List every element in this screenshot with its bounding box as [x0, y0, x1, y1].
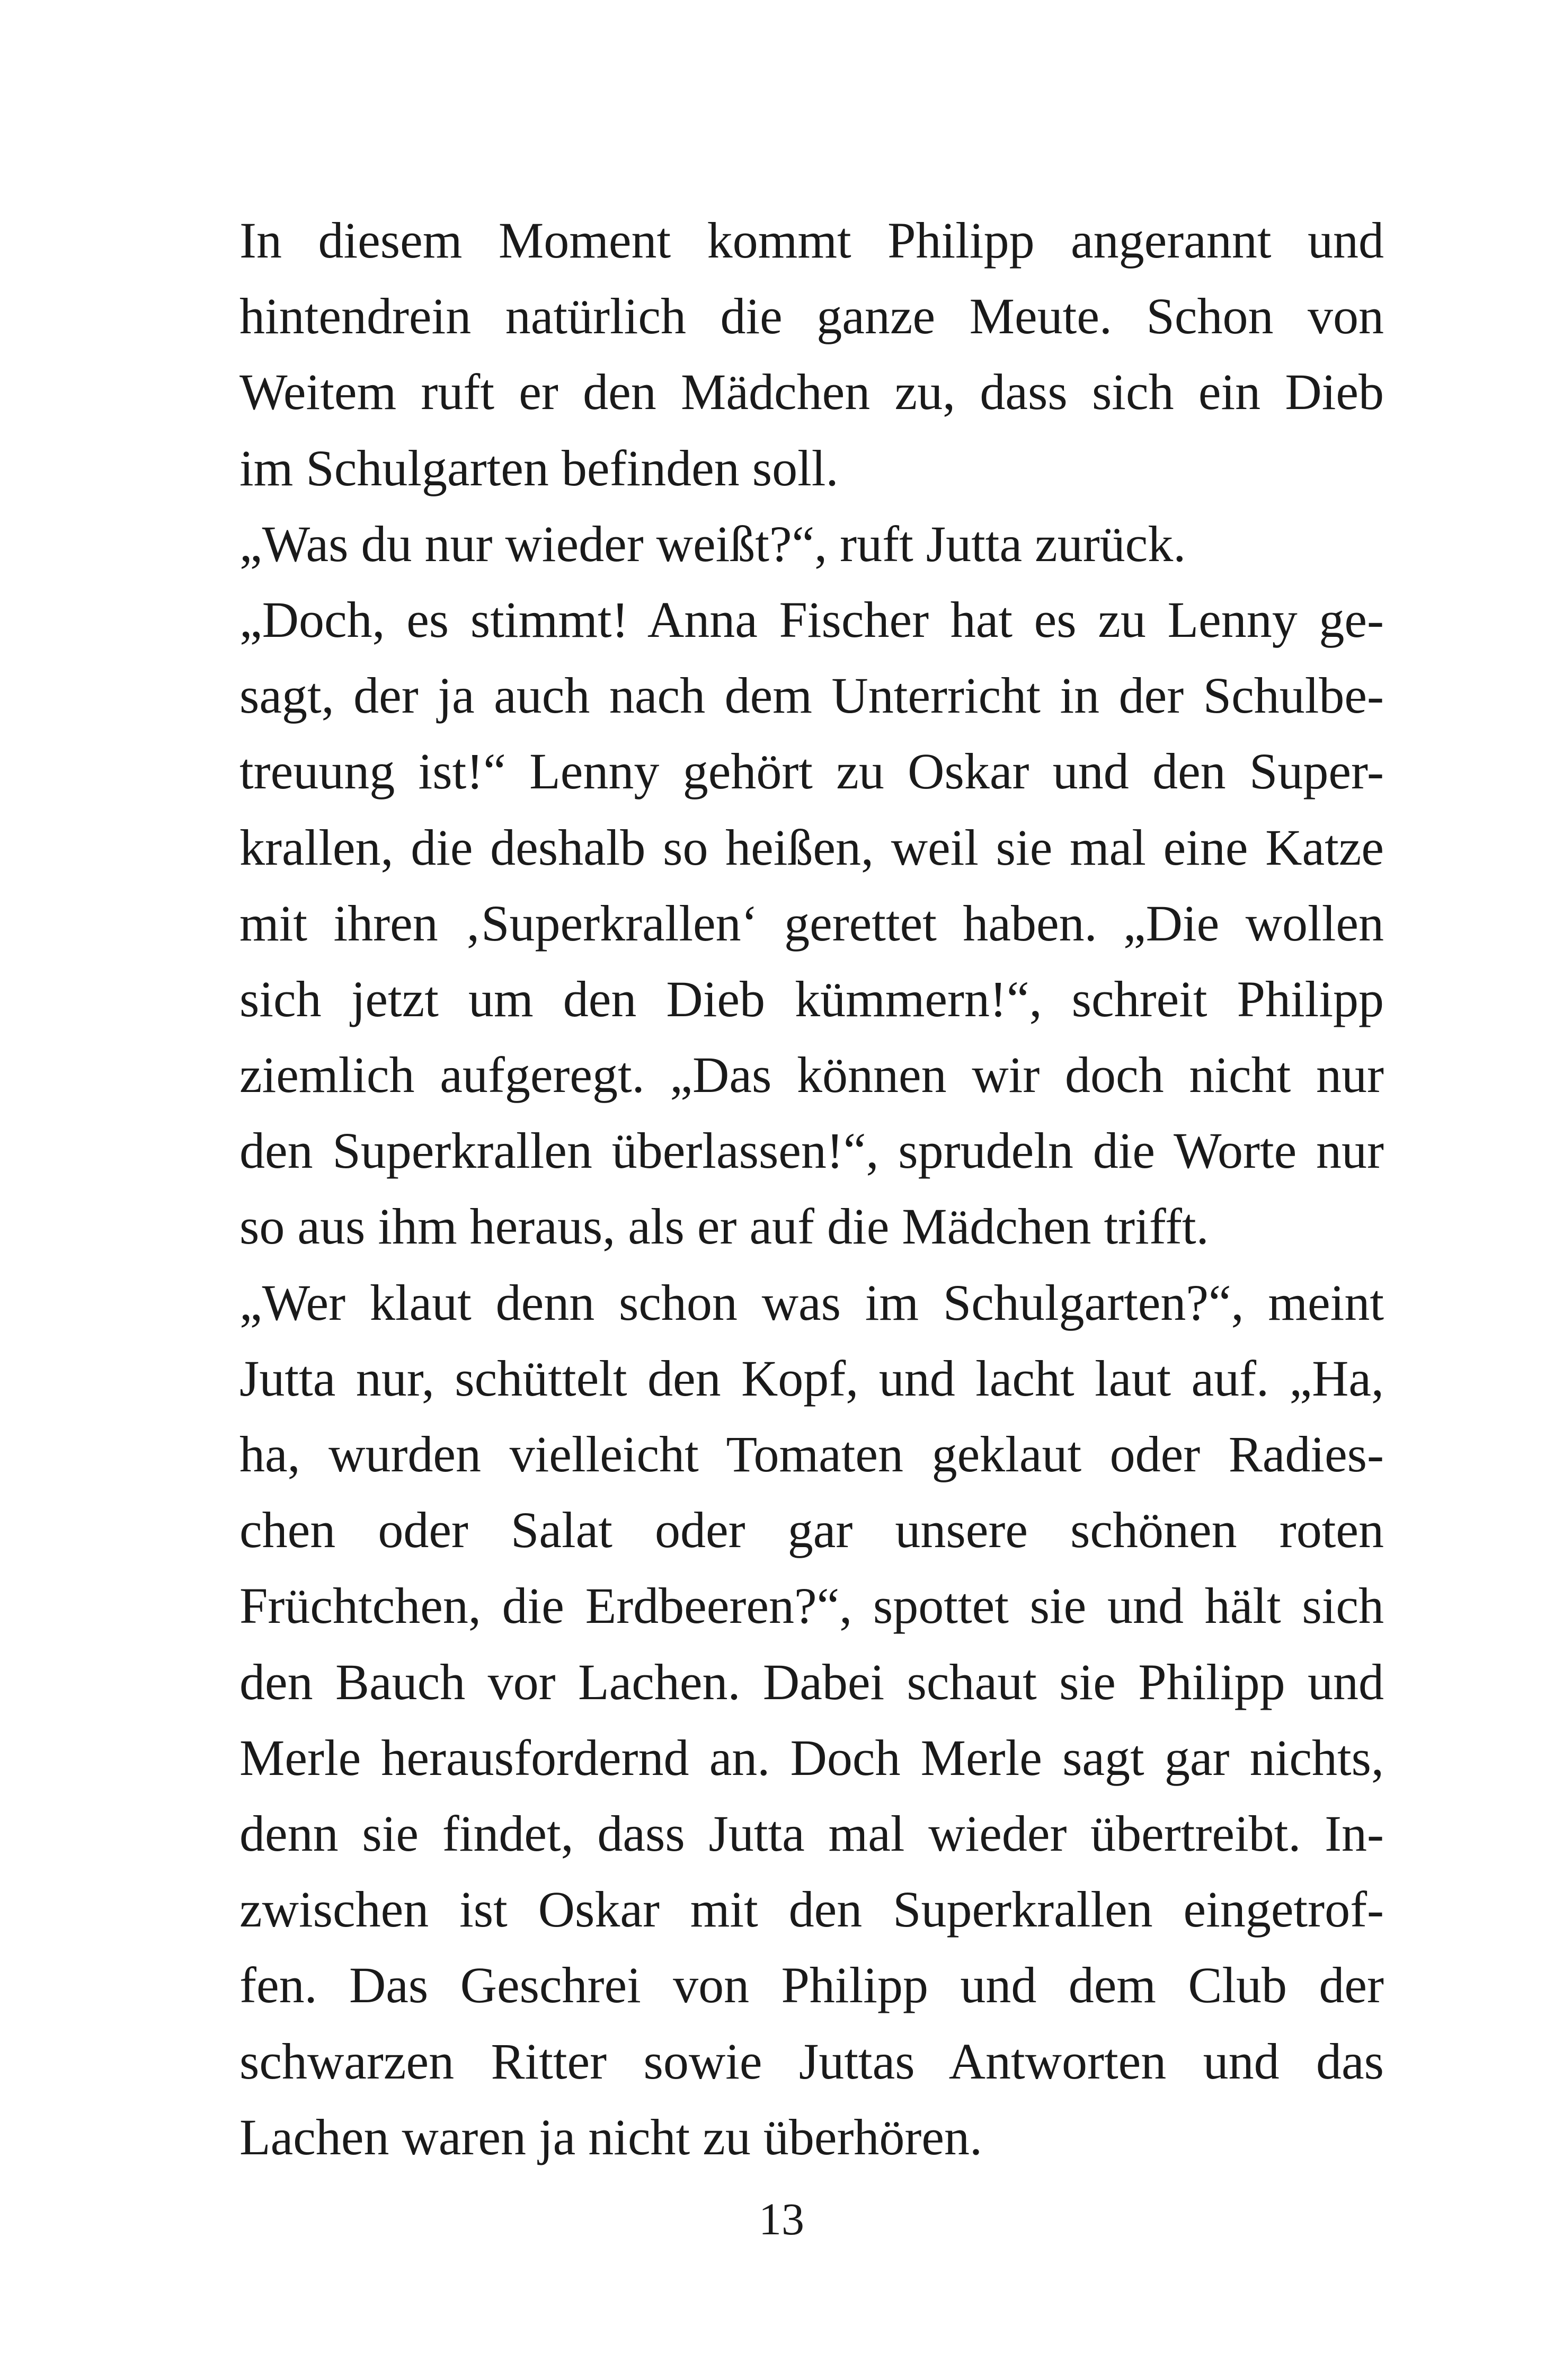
text-line: denn sie findet, dass Jutta mal wieder übertreibt. In- [239, 1805, 1384, 1862]
text-line: Früchtchen, die Erdbeeren?“, spottet sie und hält sich [239, 1577, 1384, 1635]
text-line: den Bauch vor Lachen. Dabei schaut sie Philipp und [239, 1653, 1384, 1710]
text-line: mit ihren ‚Superkrallen‘ gerettet haben. „Die wollen [239, 894, 1384, 952]
text-line: den Superkrallen überlassen!“, sprudeln die Worte nur [239, 1122, 1384, 1179]
body-text [239, 202, 1384, 2175]
text-line: ha, wurden vielleicht Tomaten geklaut oder Radies- [239, 1426, 1384, 1482]
text-line: im Schulgarten befinden soll. [239, 439, 839, 496]
text-line: In diesem Moment kommt Philipp angerannt und [239, 212, 1384, 269]
text-line: treuung ist!“ Lenny gehört zu Oskar und den Super- [239, 743, 1384, 800]
text-line: schwarzen Ritter sowie Juttas Antworten und das [239, 2032, 1384, 2090]
text-line: „Doch, es stimmt! Anna Fischer hat es zu Lenny ge- [239, 591, 1384, 648]
text-line: ziemlich aufgeregt. „Das können wir doch nicht nur [239, 1046, 1384, 1104]
text-line: „Was du nur wieder weißt?“, ruft Jutta zurück. [239, 515, 1186, 572]
text-line: sich jetzt um den Dieb kümmern!“, schreit Philipp [239, 970, 1384, 1027]
text-line: Lachen waren ja nicht zu überhören. [239, 2108, 982, 2165]
page-number: 13 [759, 2193, 804, 2244]
text-line: Weitem ruft er den Mädchen zu, dass sich ein Dieb [239, 363, 1384, 421]
text-line: hintendrein natürlich die ganze Meute. Schon von [239, 288, 1384, 345]
text-line: zwischen ist Oskar mit den Superkrallen eingetrof- [239, 1881, 1384, 1938]
text-line: Jutta nur, schüttelt den Kopf, und lacht laut auf. „Ha, [239, 1349, 1384, 1407]
text-line: so aus ihm heraus, als er auf die Mädchen trifft. [239, 1198, 1209, 1255]
text-line: krallen, die deshalb so heißen, weil sie mal eine Katze [239, 819, 1384, 876]
text-line: Merle herausfordernd an. Doch Merle sagt gar nichts, [239, 1729, 1384, 1786]
text-line: chen oder Salat oder gar unsere schönen roten [239, 1502, 1384, 1559]
text-line: fen. Das Geschrei von Philipp und dem Club der [239, 1957, 1384, 2014]
text-line: „Wer klaut denn schon was im Schulgarten?“, meint [239, 1274, 1384, 1331]
text-line: sagt, der ja auch nach dem Unterricht in der Schulbe- [239, 667, 1384, 724]
